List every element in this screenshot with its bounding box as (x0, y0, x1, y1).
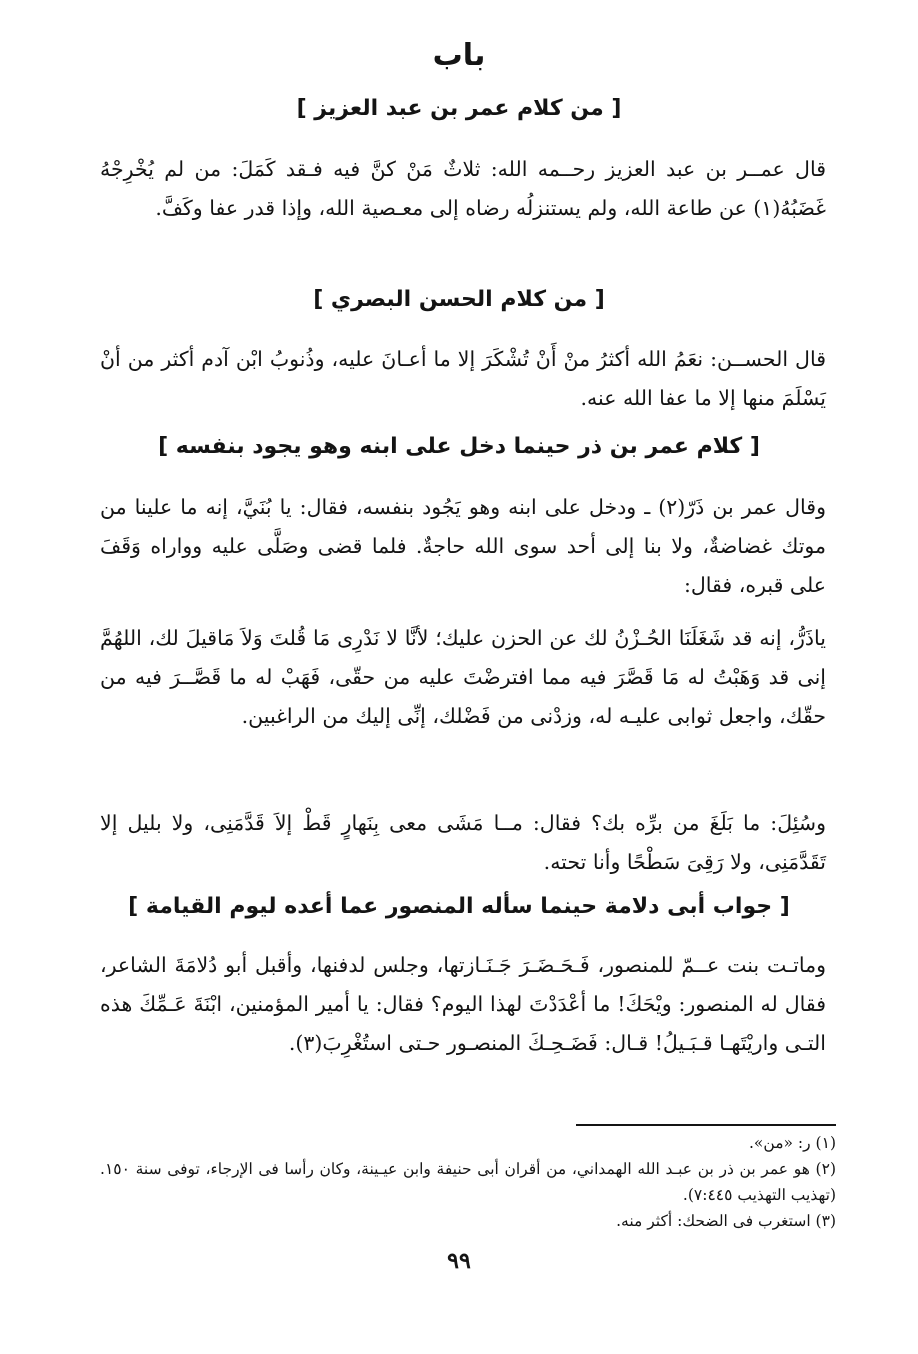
section-heading-abu-dulama: [ جواب أبى دلامة حينما سأله المنصور عما أعده ليوم القيامة ] (128, 894, 790, 919)
section-heading-umar-abd-al-aziz: [ من كلام عمر بن عبد العزيز ] (296, 96, 622, 121)
footnote: (٣) استغرب فى الضحك: أكثر منه. (616, 1212, 836, 1230)
page-number: ٩٩ (447, 1248, 471, 1274)
section-heading-hasan-basri: [ من كلام الحسن البصري ] (313, 287, 605, 312)
footnote-divider (576, 1124, 836, 1126)
footnote: (١) ر: «من». (749, 1134, 836, 1152)
footnotes (100, 1130, 836, 1234)
paragraph: وقال عمر بن ذَرّ(٢) ـ ودخل على ابنه وهو يَجُود بنفسه، فقال: يا بُنَيَّ، إنه ما علينا من موتك غضاضةٌ، ولا بنا إلى أحد سوى الله حاجةٌ. فلما قضى وصَلَّى عليه وواراه وَقَفَ على قبره، فقال: (100, 495, 826, 597)
paragraph: وماتـت بنت عــمّ للمنصور، فَـحَـضَـرَ جَـنَـازتها، وجلس لدفنها، وأقبل أبو دُلامَةَ الشاعر، فقال له المنصور: ويْحَكَ! ما أعْدَدْتَ لهذا اليوم؟ فقال: يا أمير المؤمنين، ابْنَةَ عَـمِّكَ هذه التـى واريْتَهـا قـبَـيلُ! قـال: فَضَـحِـكَ المنصـور حـتى استُغْرِبَ(٣). (100, 953, 826, 1055)
paragraph: قال الحســن: نعَمُ الله أكثرُ منْ أَنْ تُشْكَرَ إلا ما أعـانَ عليه، وذُنوبُ ابْن آدم أكثر من أنْ يَسْلَمَ منها إلا ما عفا الله عنه. (100, 347, 826, 410)
section-heading-umar-ibn-dharr: [ كلام عمر بن ذر حينما دخل على ابنه وهو يجود بنفسه ] (158, 434, 760, 459)
paragraph: وسُئِلَ: ما بَلَغَ من برِّه بك؟ فقال: مــا مَشَى معى بِنَهارٍ قَطْ إلاَ قَدَّمَنِى، ولا بليل إلا تَقَدَّمَنِى، ولا رَقِىَ سَطْحًا وأنا تحته. (100, 811, 826, 874)
paragraph: قال عمــر بن عبد العزيز رحــمه الله: ثلاثٌ مَنْ كنَّ فيه فـقد كَمَلَ: من لم يُخْرِجْهُ غَضَبُهُ(١) عن طاعة الله، ولم يستنزلُه رضاه إلى معـصية الله، وإذا قدر عفا وكَفَّ. (100, 157, 826, 220)
footnote: (٢) هو عمر بن ذر بن عبـد الله الهمداني، من أقران أبى حنيفة وابن عيـينة، وكان رأسا فى الإرجاء، توفى سنة ١٥٠. (تهذيب التهذيب ٧:٤٤٥). (100, 1160, 836, 1204)
paragraph: ياذَرُّ، إنه قد شَغَلَنَا الحُـزْنُ لك عن الحزن عليك؛ لأنَّا لا نَدْرِى مَا قُلتَ وَلاَ مَاقيلَ لك، اللهُمَّ إنى قد وَهَبْتُ له مَا قَصَّرَ فيه مما افترضْتَ عليه من حقّى، فَهَبْ له ما قَصَّــرَ فيه من حقّك، واجعل ثوابى عليـه له، وزدْنى من فَضْلك، إنِّى إليك من الراغبين. (100, 626, 826, 728)
chapter-title: باب (432, 38, 486, 73)
